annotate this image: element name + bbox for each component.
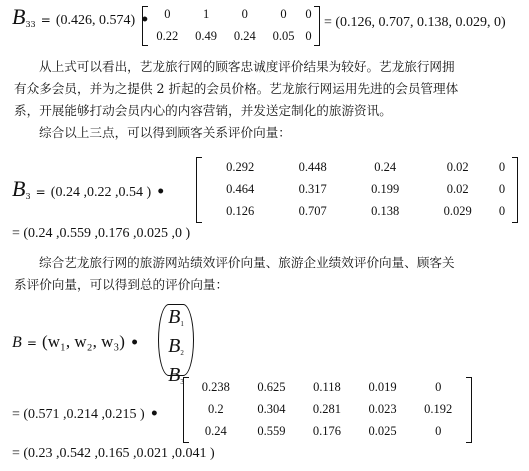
matrix-row [188, 398, 466, 420]
para1-line1: 从上式可以看出，艺龙旅行网的顾客忠诚度评价结果为较好。艺龙旅行网拥 [39, 59, 455, 74]
matrix-cell: 0.238 [201, 379, 230, 394]
matrix-row [188, 376, 466, 398]
matrix-cell: 0.019 [368, 379, 397, 394]
para2-line1: 综合艺龙旅行网的旅游网站绩效评价向量、旅游企业绩效评价向量、顾客关 [39, 255, 455, 270]
eq3-col-item-2: $B_2$ [168, 335, 184, 357]
eq2-matrix-bracket-right [512, 157, 518, 223]
eq3-lhs [12, 332, 139, 352]
matrix-cell: 0.24 [374, 159, 397, 174]
para1-line3: 系，开展能够打动会员内心的内容营销，并发送定制化的旅游资讯。 [14, 103, 392, 118]
eq4-lhs [12, 403, 159, 423]
matrix-cell: 0 [305, 6, 312, 21]
matrix-cell: 0.118 [313, 379, 341, 394]
matrix-cell: 0 [498, 203, 506, 218]
eq3-col-item-1: $B_1$ [168, 306, 184, 328]
matrix-cell: 0.192 [424, 401, 453, 416]
eq2-lhs [12, 176, 165, 202]
matrix-cell: 0.317 [298, 181, 327, 196]
matrix-cell: 0 [498, 159, 506, 174]
matrix-row [204, 156, 510, 178]
eq1-matrix-bracket-right [314, 6, 320, 46]
matrix-cell: 0 [241, 6, 248, 21]
matrix-row [204, 200, 510, 222]
matrix-cell: 0.02 [446, 181, 469, 196]
eq1-subscript: 33 [25, 20, 36, 29]
matrix-cell: 0.49 [195, 28, 218, 43]
eq4-matrix [188, 376, 466, 442]
matrix-cell: 0.464 [226, 181, 255, 196]
matrix-cell: 1 [202, 6, 210, 21]
eq1-symbol: B [12, 4, 26, 29]
matrix-cell: 0.281 [312, 401, 342, 416]
matrix-cell: 0.292 [226, 159, 255, 174]
matrix-row [188, 420, 466, 442]
matrix-cell: 0.02 [446, 159, 469, 174]
eq3-symbol: B [12, 334, 22, 351]
matrix-cell: 0.05 [272, 28, 295, 43]
eq3-weights: (w₁, w₂, w₃) [42, 332, 125, 351]
eq1-vector: (0.426, 0.574) [55, 13, 136, 28]
matrix-cell: 0.2 [207, 401, 224, 416]
matrix-cell: 0 [164, 6, 171, 21]
matrix-cell: 0 [280, 6, 287, 21]
eq4-result: = (0.23 ,0.542 ,0.165 ,0.021 ,0.041 ) [12, 446, 215, 461]
matrix-cell: 0.22 [156, 28, 179, 43]
matrix-cell: 0.023 [368, 401, 397, 416]
matrix-cell: 0 [498, 181, 506, 196]
para2-line2: 系评价向量，可以得到总的评价向量： [14, 277, 229, 292]
eq2-result: = (0.24 ,0.559 ,0.176 ,0.025 ,0 ) [12, 226, 191, 241]
matrix-cell: 0.24 [204, 423, 227, 438]
eq2-matrix [204, 156, 510, 222]
eq2-symbol: B [12, 176, 26, 201]
matrix-cell: 0.176 [312, 423, 342, 438]
matrix-cell: 0 [435, 379, 442, 394]
eq2-matrix-bracket-left [196, 157, 202, 223]
eq4-vector: = (0.571 ,0.214 ,0.215 ) [12, 407, 145, 422]
eq2-subscript: 3 [25, 192, 31, 201]
matrix-cell: 0.025 [368, 423, 397, 438]
matrix-cell: 0.138 [371, 203, 400, 218]
matrix-cell: 0.126 [226, 203, 255, 218]
para1-line2: 有众多会员，并为之提供 2 折起的会员价格。艺龙旅行网运用先进的会员管理体 [14, 81, 459, 96]
eq4-dot: • [149, 406, 159, 422]
paragraph-2 [14, 252, 519, 296]
matrix-cell: 0.199 [371, 181, 400, 196]
eq1-result: = (0.126, 0.707, 0.138, 0.029, 0) [324, 15, 506, 30]
eq1-equals: = [40, 13, 51, 27]
eq2-dot: • [156, 184, 166, 200]
matrix-cell: 0.559 [257, 423, 286, 438]
eq4-matrix-bracket-right [466, 377, 472, 443]
para1-line4: 综合以上三点，可以得到顾客关系评价向量： [39, 125, 291, 140]
matrix-cell: 0 [305, 28, 312, 43]
matrix-row [148, 25, 314, 47]
eq1-lhs [12, 4, 149, 30]
matrix-cell: 0.707 [298, 203, 327, 218]
eq3-col-item-3: $B_3$ [168, 364, 184, 386]
matrix-cell: 0.625 [257, 379, 286, 394]
paragraph-1 [14, 56, 519, 144]
eq3-equals: = [26, 336, 37, 350]
eq2-equals: = [35, 185, 46, 199]
eq1-dot: • [140, 12, 150, 28]
eq1-matrix [148, 3, 314, 47]
matrix-row [148, 3, 314, 25]
eq3-dot: • [130, 335, 140, 351]
matrix-row [204, 178, 510, 200]
matrix-cell: 0.304 [257, 401, 286, 416]
matrix-cell: 0 [435, 423, 442, 438]
matrix-cell: 0.448 [298, 159, 327, 174]
matrix-cell: 0.24 [233, 28, 256, 43]
matrix-cell: 0.029 [443, 203, 472, 218]
eq2-vector: (0.24 ,0.22 ,0.54 ) [50, 185, 152, 200]
